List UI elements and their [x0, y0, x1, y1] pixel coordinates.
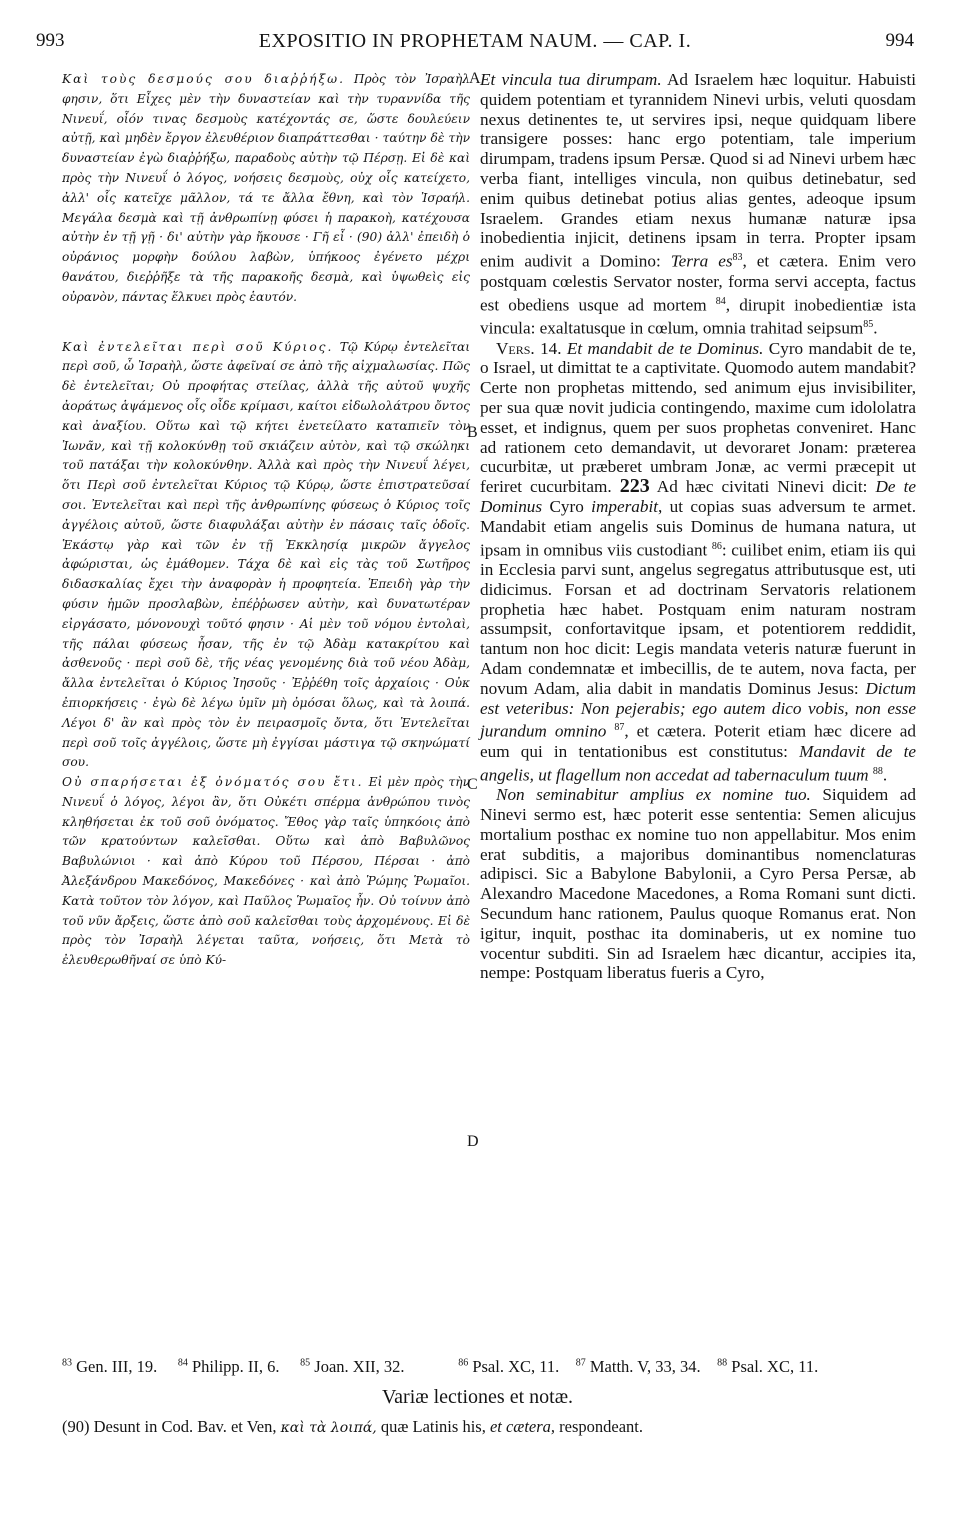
- latin-text-2a: Cyro mandabit de te, o Israel, ut dimittat te a captivitate. Quomodo autem mandabit? Certe non prophetas mittendo, sed animum ejus invisibiliter, per sua quæ novit judicia contingendo, maxime cum idololatra esset, et indignus, quem per suos prophetas conveniret. Hanc ad rationem ceto demandavit, ut devoraret Jonam: præterea cucurbitæ, ut præberet umbram Jonæ, ac vermi præcepit ut feriret cucurbitam.: [480, 338, 917, 497]
- note-italic: et cætera,: [489, 1417, 556, 1436]
- greek-lemma-3: Οὐ σπαρήσεται ἐξ ὀνόματός σου ἔτι.: [62, 775, 364, 790]
- latin-paragraph-1: [480, 70, 916, 339]
- footnote-83: Gen. III, 19.: [76, 1357, 158, 1376]
- latin-text-2f: , et cætera. Poterit etiam hæc dicere ad eum qui in tentationibus est constitutus:: [480, 722, 916, 761]
- footnote-ref-85: 85: [863, 319, 874, 331]
- column-number: 223: [619, 475, 650, 498]
- footnotes: [62, 1357, 918, 1377]
- verse-label: Vers.: [496, 338, 535, 358]
- footnote-number-86: 86: [458, 1357, 469, 1369]
- notes-heading: Variæ lectiones et notæ.: [381, 1386, 574, 1408]
- footnote-88: Psal. XC, 11.: [731, 1357, 819, 1376]
- latin-text-1b: , et cætera. Enim vero postquam cœlestis Servator noster, forma servi accepta, factus est obediens usque ad mortem: [480, 251, 916, 315]
- latin-paragraph-2: [480, 339, 916, 786]
- footnote-number-84: 84: [177, 1357, 188, 1369]
- latin-text-1c: , dirupit inobedientiæ ista vincula: exaltatusque in cœlum, omnia trahitad seipsum: [480, 295, 916, 338]
- latin-text-2e: : cuilibet enim, etiam iis qui in Ecclesia parvi sunt, angelus segregatus attributusque est, uti didicimus. Forsan et ad doctrinam Servatoris relationem prophetia hæc habet. Postquam enim naturam nostram assumpsit, confortavitque ipsam, et potentiorem reddidit, tantum non hoc dicit: Legis mandata veteris naturæ fuerunt in Adam condemnatæ et imbecillis, de te autem, nova facta, per novum Adam, alia dabit in mandatis Dominus Jesus:: [480, 540, 916, 698]
- latin-text-2c: Cyro: [549, 496, 584, 516]
- footnote-ref-86: 86: [711, 540, 722, 552]
- latin-text-2d: , ut copias suas adversum te armet. Mandabit etiam angelis suis Dominus de humana natura, ut ipsam in omnibus viis custodiant: [480, 496, 916, 560]
- margin-marker-d: D: [467, 1133, 479, 1150]
- footnote-85: Joan. XII, 32.: [314, 1357, 405, 1376]
- footnote-ref-88: 88: [872, 765, 883, 777]
- latin-text-1a: Ad Israelem hæc loquitur. Habuisti quidem potentiam et tyrannidem Ninevi urbis, veluti quosdam nexus detinentes te, ut servires ipsi, neque quidquam libere transigere posses: hanc ergo potentiam, tale imperium dirumpam, tradens ipsum Persæ. Quod si ad Ninevi urbem hæc verba fiant, intelliges vincula, non quibus detinebatur, sed enim quibus detinebat potius alias gentes, adeoque ipsum Israelem. Grandes etiam nexus humanæ naturæ ipsa inobedientia injicit, detinens ipsam in terra. Propter ipsam enim audivit a Domino:: [480, 70, 916, 271]
- verse-number: 14.: [540, 338, 562, 358]
- page-number-left: 993: [36, 30, 65, 51]
- margin-marker-c: C: [467, 776, 478, 793]
- note-text-b: quæ Latinis his,: [380, 1417, 486, 1436]
- footnote-84: Philipp. II, 6.: [191, 1357, 280, 1376]
- note-text-c: respondeant.: [559, 1417, 644, 1436]
- note-text-a: (90) Desunt in Cod. Bav. et Ven,: [62, 1417, 277, 1436]
- greek-lemma-2: Καὶ ἐντελεῖται περὶ σοῦ Κύριος.: [62, 339, 334, 354]
- margin-marker-a: A: [469, 70, 481, 87]
- greek-text-2: Τῷ Κύρῳ ἐντελεῖται περὶ σοῦ, ὦ Ἰσραὴλ, ὥστε ἀφεῖναί σε ἀπὸ τῆς αἰχμαλωσίας. Πῶς δὲ ἐντελεῖται; Οὐ προφήτας στείλας, ἀλλὰ τῆς αὐτοῦ ψυχῆς ἀοράτως ἁψάμενος οἷς οἶδε κρίμασι, καίτοι εἰδωλολάτρου ὄντος καὶ ἀναξίου. Οὕτω καὶ τῷ κήτει ἐνετείλατο καταπιεῖν τὸν Ἰωνᾶν, καὶ τῇ κολοκύνθῃ τοῦ σκιάζειν αὐτὸν, καὶ τῷ σκώληκι τοῦ πατάξαι τὴν κολοκύνθην. Ἀλλὰ καὶ πρὸς τὴν Νινευΐ λέγει, ὅτι Περὶ σοῦ ἐντελεῖται Κύριος τῷ Κύρῳ, ὥστε ἐπιστρατεῦσαί σοι. Ἐντελεῖται καὶ περὶ τῆς ἀνθρωπίνης φύσεως ὁ Κύριος τοῖς ἀγγέλοις αὐτοῦ, ὥστε διαφυλάξαι αὐτὴν ἐν πάσαις ταῖς ὁδοῖς. Ἑκάστῳ γὰρ καὶ τῶν ἐν τῇ Ἐκκλησίᾳ μικρῶν ἄγγελος ἀφώρισται, ὡς ἐμάθομεν. Τάχα δὲ καὶ εἰς τὰς τοῦ Σωτῆρος διδασκαλίας ἔχει τὴν ἀναφορὰν ἡ προφητεία. Ἐπειδὴ γὰρ τὴν φύσιν ἡμῶν προσλαβὼν, ἐπέῤῥωσεν αὐτὴν, καὶ δυνατωτέραν εἰργάσατο, μόνονουχὶ τοῦτό φησιν · Αἱ μὲν τοῦ νόμου ἐντολαὶ, τῆς πάλαι φύσεως ἦσαν, τῆς ἐν τῷ Ἀδὰμ κατακρίτου καὶ ἀσθενοῦς · περὶ σοῦ δὲ, τῆς νέας γενομένης διὰ τοῦ νέου Ἀδὰμ, ἄλλα ἐντελεῖται ὁ Κύριος Ἰησοῦς · Ἐῤῥέθη τοῖς ἀρχαίοις · Οὐκ ἐπιορκήσεις · ἐγὼ δὲ λέγω ὑμῖν μὴ ὀμόσαι ὅλως, καὶ τὰ λοιπά. Λέγοι δ' ἂν καὶ πρὸς τὸν ἐν πειρασμοῖς ὄντα, ὅτι Ἐντελεῖται περὶ σοῦ τοῖς ἀγγέλοις, ὥστε μὴ ἐγγίσαι μάστιγα τῷ σκηνώματί σου.: [62, 339, 470, 770]
- variant-note-90: [62, 1417, 922, 1437]
- greek-text-1: Πρὸς τὸν Ἰσραὴλ φησιν, ὅτι Εἶχες μὲν τὴν δυναστείαν καὶ τὴν τυραννίδα τῆς Νινευΐ, οἷόν τινας δεσμοὺς κατέχοντάς σε, ὥστε δουλεύειν αὐτῇ, καὶ μηδὲν ἔργον ἐλευθέριον διαπράττεσθαι · ταύτην δὲ τὴν δυναστείαν ἐγὼ διαῤῥήξω, παραδοὺς αὐτὴν τῷ Πέρσῃ. Εἰ δὲ καὶ πρὸς τὴν Νινευΐ ὁ λόγος, νοήσεις δεσμοὺς, οὐχ οἷς κατείχετο, ἀλλ' οἷς κατεῖχε μᾶλλον, τά τε ἄλλα ἔθνη, καὶ τὸν Ἰσραήλ. Μεγάλα δεσμὰ καὶ τῇ ἀνθρωπίνῃ φύσει ἡ παρακοὴ, κατέχουσα αὐτὴν ἐν τῇ γῇ · δι' αὐτὴν γὰρ ἤκουσε · Γῆ εἶ · (90) ἀλλ' ἐπειδὴ ὁ οὐράνιος μορφὴν δούλου λαβὼν, ὑπήκοος ἐγένετο μέχρι θανάτου, διεῤῥῆξε τὰ τῆς παρακοῆς δεσμὰ, καὶ ὑψωθεὶς εἰς οὐρανὸν, πάντας ἕλκυει πρὸς ἑαυτόν.: [62, 72, 470, 304]
- footnote-number-83: 83: [62, 1357, 72, 1369]
- margin-marker-b: B: [467, 424, 478, 441]
- greek-paragraph-1: [62, 70, 470, 308]
- footnote-number-87: 87: [575, 1357, 586, 1369]
- latin-quote-dictum: Dictum est veteribus: Non pejerabis; ego autem dico vobis, non esse jurandum omnino: [480, 678, 916, 742]
- note-greek: καὶ τὰ λοιπά,: [280, 1420, 377, 1436]
- latin-text-2b: Ad hæc civitati Ninevi dicit:: [656, 477, 868, 497]
- greek-lemma-1: Καὶ τοὺς δεσμούς σου διαῤῥήξω.: [62, 72, 345, 86]
- running-title: EXPOSITIO IN PROPHETAM NAUM. — CAP. I.: [258, 30, 692, 52]
- latin-quote-mandavit: Mandavit de te angelis, ut flagellum non accedat ad tabernaculum tuum: [480, 741, 916, 785]
- greek-paragraph-2: [62, 338, 470, 774]
- latin-paragraph-3: [480, 785, 916, 983]
- latin-lemma-2: Et mandabit de te Dominus.: [566, 338, 764, 358]
- greek-column: [62, 70, 470, 971]
- latin-quote-terra: Terra es: [670, 251, 733, 271]
- latin-lemma-1: Et vincula tua dirumpam.: [480, 70, 662, 89]
- latin-text-2g: .: [882, 765, 888, 785]
- latin-quote-de-te: De te Dominus: [480, 477, 917, 516]
- page-number-right: 994: [885, 30, 914, 51]
- footnote-ref-83: 83: [732, 252, 743, 264]
- page-header: [36, 30, 914, 56]
- latin-text-1d: .: [873, 318, 878, 338]
- footnote-ref-84: 84: [715, 295, 726, 307]
- footnote-ref-87: 87: [614, 722, 625, 734]
- greek-paragraph-3: [62, 773, 470, 971]
- footnote-number-85: 85: [300, 1357, 311, 1369]
- latin-column: [480, 70, 916, 983]
- greek-text-3: Εἰ μὲν πρὸς τὴν Νινευΐ ὁ λόγος, λέγοι ἂν, ὅτι Οὐκέτι σπέρμα ἀνθρώπου τινὸς κληθήσεται ἐκ τοῦ σοῦ ὀνόματος. Ἔθος γὰρ ταῖς ὑπηκόοις ἀπὸ τῶν κρατούντων καλεῖσθαι. Οὕτω καὶ ἀπὸ Βαβυλῶνος Βαβυλώνιοι · καὶ ἀπὸ Κύρου τοῦ Πέρσου, Πέρσαι · ἀπὸ Ἀλεξάνδρου Μακεδόνος, Μακεδόνες · καὶ ἀπὸ Ῥώμης Ῥωμαῖοι. Κατὰ τοῦτον τὸν λόγον, καὶ Παῦλος Ῥωμαῖος ἦν. Οὐ τοίνυν ἀπὸ τοῦ νῦν ἄρξεις, ὥστε ἀπὸ σοῦ καλεῖσθαι τοὺς ἀρχομένους. Εἰ δὲ πρὸς τὸν Ἰσραὴλ λέγεται ταῦτα, νοήσεις, ὅτι Μετὰ τὸ ἐλευθερωθῆναί σε ὑπὸ Κύ-: [62, 775, 470, 968]
- latin-lemma-3: Non seminabitur amplius ex nomine tuo.: [496, 785, 811, 805]
- latin-text-3: Siquidem ad Ninevi sermo est, hæc poterit esse sententia: Semen alicujus mortalium posthac ex nomine tuo non appellabitur. Mos enim erat subditis, a majoribus dominantibus nomenclaturas adipisci. Sic a Babylone Babylonii, a Cyro Persa Persæ, ab Alexandro Macedone Macedones, a Roma Romani sunt dicti. Secundum hanc rationem, Paulus quoque Romanus erat. Non igitur, inquit, posthac ita dominaberis, ut ex nomine tuo vocentur subditi. Sin ad Israelem hæc dicantur, accipies ita, nempe: Postquam liberatus fueris a Cyro,: [480, 785, 916, 983]
- footnote-87: Matth. V, 33, 34.: [589, 1357, 701, 1376]
- footnote-number-88: 88: [717, 1357, 728, 1369]
- footnote-86: Psal. XC, 11.: [472, 1357, 560, 1376]
- latin-quote-imperabit: imperabit: [591, 496, 659, 516]
